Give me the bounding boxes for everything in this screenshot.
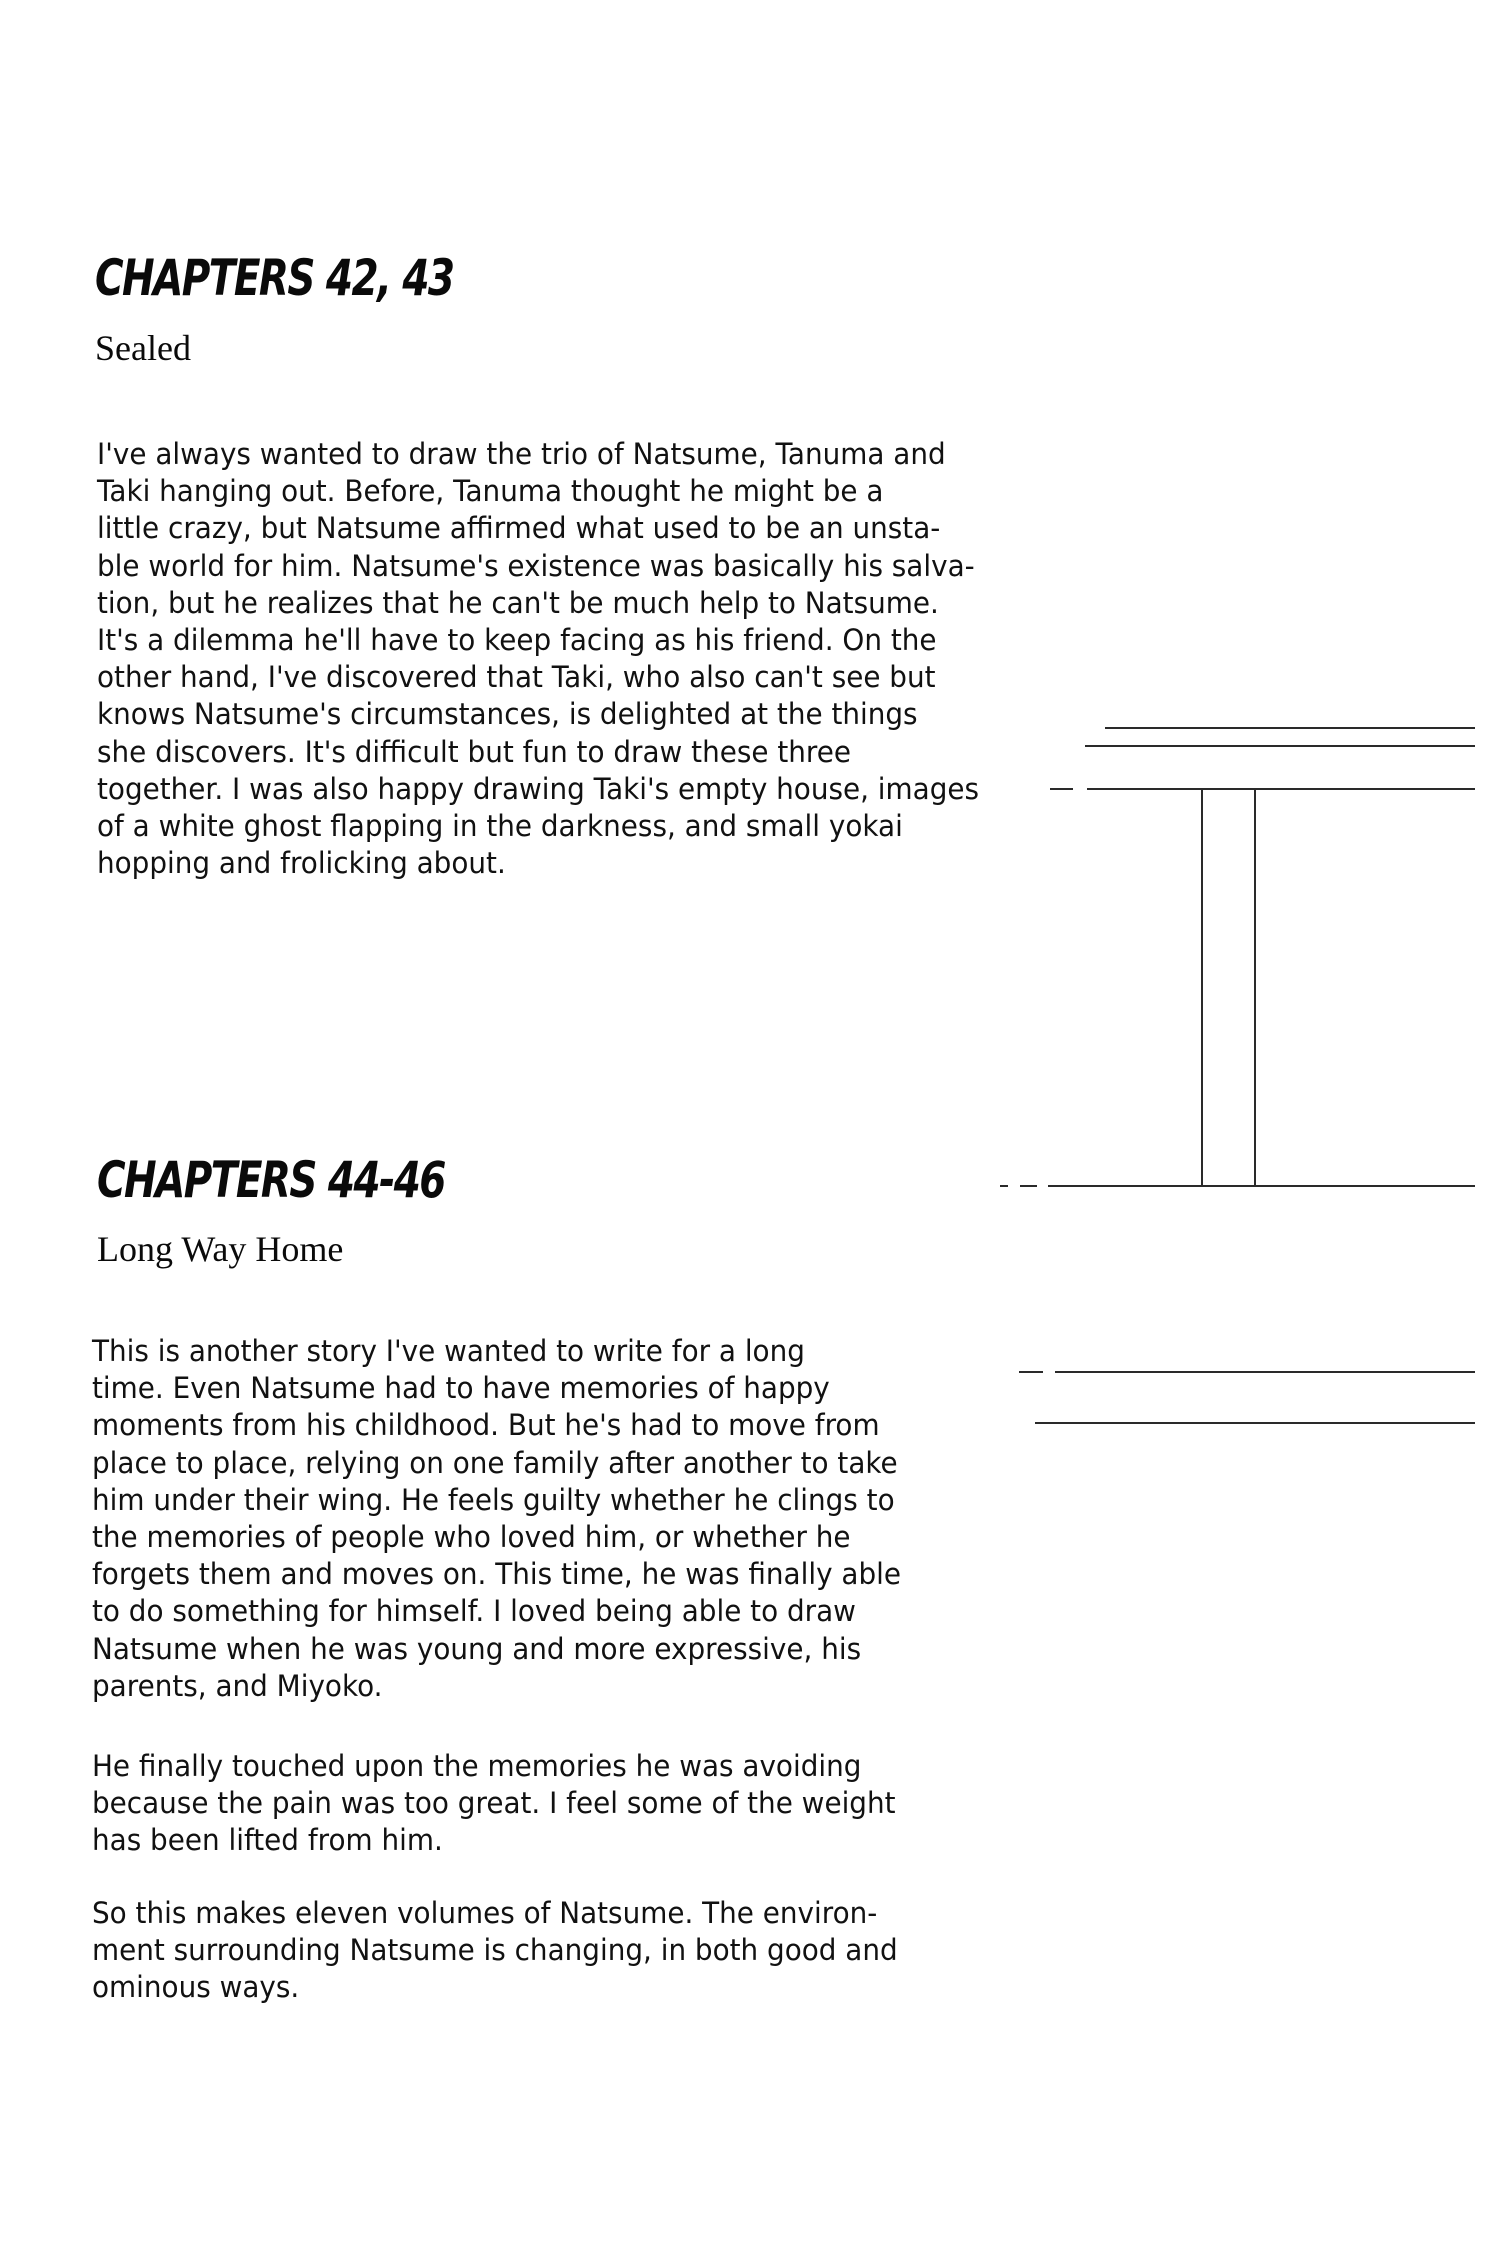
section-2-paragraph-2 [92, 1748, 929, 1860]
body-line: the memories of people who loved him, or whether he [92, 1519, 851, 1554]
decorative-rule [1085, 745, 1475, 747]
body-line: of a white ghost flapping in the darkness, and small yokai [97, 808, 903, 843]
decorative-rule [1035, 1422, 1475, 1424]
body-line: ominous ways. [92, 1970, 300, 2005]
decorative-rule [1048, 1185, 1475, 1187]
body-line: Natsume when he was young and more expressive, his [92, 1631, 862, 1666]
decorative-rule-dash [1050, 788, 1073, 790]
body-line: ble world for him. Natsume's existence was basically his salva- [97, 548, 975, 583]
body-line: other hand, I've discovered that Taki, who also can't see but [97, 660, 936, 695]
body-line: tion, but he realizes that he can't be much help to Natsume. [97, 585, 939, 620]
decorative-rule-dash [1020, 1185, 1037, 1187]
chapter-heading-42-43: CHAPTERS 42, 43 [95, 249, 454, 307]
decorative-post [1201, 789, 1203, 1186]
section-2-paragraph-3 [92, 1895, 931, 2007]
body-line: He finally touched upon the memories he was avoiding [92, 1749, 862, 1783]
body-line: Taki hanging out. Before, Tanuma thought he might be a [97, 474, 884, 509]
body-line: I've always wanted to draw the trio of Natsume, Tanuma and [97, 437, 946, 471]
chapter-subtitle-sealed: Sealed [95, 328, 191, 368]
body-line: him under their wing. He feels guilty whether he clings to [92, 1482, 895, 1517]
body-line: little crazy, but Natsume affirmed what used to be an unsta- [97, 511, 941, 546]
body-line: she discovers. It's difficult but fun to draw these three [97, 734, 851, 769]
body-line: So this makes eleven volumes of Natsume. The environ- [92, 1896, 878, 1930]
decorative-rule [1105, 727, 1475, 729]
section-2-paragraph-1 [92, 1333, 935, 1705]
body-line: forgets them and moves on. This time, he was finally able [92, 1557, 902, 1592]
decorative-rule-dash [1019, 1371, 1043, 1373]
decorative-rule [1087, 788, 1475, 790]
body-line: ment surrounding Natsume is changing, in both good and [92, 1933, 898, 1968]
decorative-rule-dash [1000, 1185, 1008, 1187]
section-1-body [97, 436, 1016, 882]
body-line: This is another story I've wanted to write for a long [92, 1334, 805, 1368]
body-line: to do something for himself. I loved being able to draw [92, 1594, 856, 1629]
body-line: knows Natsume's circumstances, is delighted at the things [97, 697, 918, 732]
body-line: has been lifted from him. [92, 1823, 443, 1858]
body-line: moments from his childhood. But he's had to move from [92, 1408, 880, 1443]
body-line: place to place, relying on one family after another to take [92, 1445, 898, 1480]
body-line: together. I was also happy drawing Taki's empty house, images [97, 771, 980, 806]
body-line: time. Even Natsume had to have memories of happy [92, 1371, 830, 1406]
chapter-subtitle-long-way-home: Long Way Home [97, 1229, 344, 1269]
body-line: hopping and frolicking about. [97, 846, 506, 881]
decorative-rule [1055, 1371, 1475, 1373]
chapter-heading-44-46: CHAPTERS 44-46 [97, 1151, 445, 1209]
decorative-post [1254, 789, 1256, 1186]
body-line: It's a dilemma he'll have to keep facing as his friend. On the [97, 622, 937, 657]
body-line: because the pain was too great. I feel some of the weight [92, 1786, 896, 1821]
body-line: parents, and Miyoko. [92, 1668, 383, 1703]
